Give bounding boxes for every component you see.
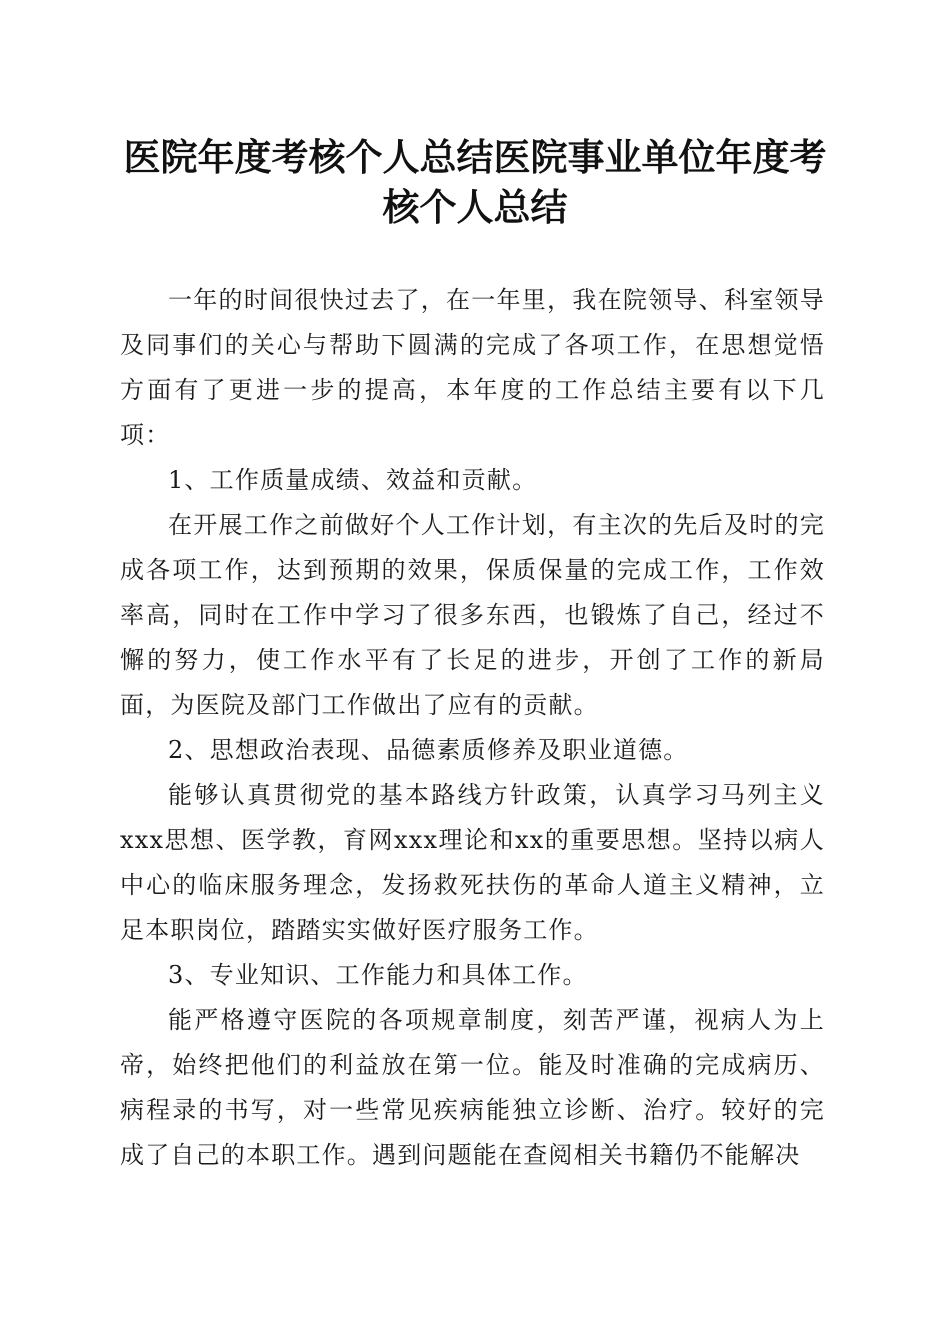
document-body [120, 278, 825, 1178]
section-heading-1: 1、工作质量成绩、效益和贡献。 [168, 466, 538, 494]
paragraph-section-3: 能严格遵守医院的各项规章制度，刻苦严谨，视病人为上帝，始终把他们的利益放在第一位。能及时准确的完成病历、病程录的书写，对一些常见疾病能独立诊断、治疗。较好的完成了自己的本职工作。遇到问题能在查阅相关书籍仍不能解决 [120, 1006, 825, 1169]
document-title: 医院年度考核个人总结医院事业单位年度考核个人总结 [123, 135, 827, 229]
paragraph-section-2: 能够认真贯彻党的基本路线方针政策，认真学习马列主义xxx思想、医学教，育网xxx理论和xx的重要思想。坚持以病人中心的临床服务理念，发扬救死扶伤的革命人道主义精神，立足本职岗位，踏踏实实做好医疗服务工作。 [120, 781, 825, 944]
paragraph-section-1: 在开展工作之前做好个人工作计划，有主次的先后及时的完成各项工作，达到预期的效果，保质保量的完成工作，工作效率高，同时在工作中学习了很多东西，也锻炼了自己，经过不懈的努力，使工作水平有了长足的进步，开创了工作的新局面，为医院及部门工作做出了应有的贡献。 [120, 511, 825, 719]
section-heading-3: 3、专业知识、工作能力和具体工作。 [168, 961, 588, 989]
section-heading-2: 2、思想政治表现、品德素质修养及职业道德。 [168, 736, 689, 764]
paragraph-intro: 一年的时间很快过去了，在一年里，我在院领导、科室领导及同事们的关心与帮助下圆满的完成了各项工作，在思想觉悟方面有了更进一步的提高，本年度的工作总结主要有以下几项： [120, 286, 825, 449]
